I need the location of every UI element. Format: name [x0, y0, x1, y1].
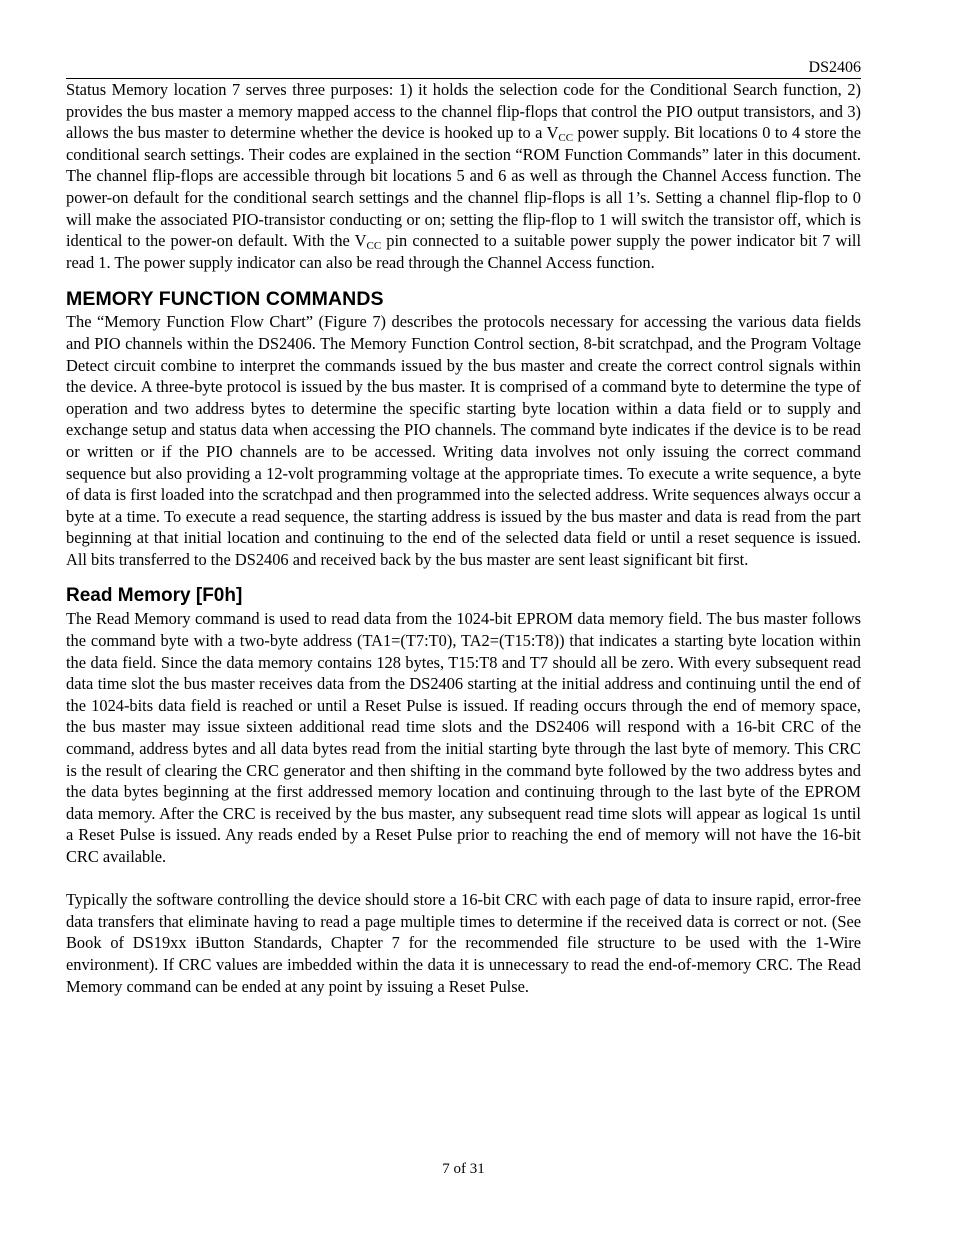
memory-function-commands-paragraph: The “Memory Function Flow Chart” (Figure 7) describes the protocols necessary for accessing the various data fields and PIO channels within the DS2406. The Memory Function Control section, 8-bit scratchpad, and the Program Voltage Detect circuit combine to interpret the commands issued by the bus master and create the correct control signals within the device. A three-byte protocol is issued by the bus master. It is comprised of a command byte to determine the type of operation and two address bytes to determine the specific starting byte location within a data field or to supply and exchange setup and status data when accessing the PIO channels. The command byte indicates if the device is to be read or written or if the PIO channels are to be accessed. Writing data involves not only issuing the correct command sequence but also providing a 12-volt programming voltage at the appropriate times. To execute a write sequence, a byte of data is first loaded into the scratchpad and then programmed into the selected address. Write sequences always occur a byte at a time. To execute a read sequence, the starting address is issued by the bus master and data is read from the part beginning at that initial location and continuing to the end of the selected data field or until a reset sequence is issued. All bits transferred to the DS2406 and received back by the bus master are sent least significant bit first. — [66, 312, 861, 569]
vcc-subscript-2: CC — [366, 240, 382, 253]
intro-text-part2: power supply. Bit locations 0 to 4 store the conditional search settings. Their codes are explained in the section “ROM Function Commands” later in this document. The channel flip-flops are accessible through bit locations 5 and 6 as well as through the Channel Access function. The power-on default for the conditional search settings and the channel flip-flops is all 1’s. Setting a channel flip-flop to 0 will make the associated PIO-transistor conducting or on; setting the flip-flop to 1 will switch the transistor off, which is identical to the power-on default. With the V — [66, 123, 861, 251]
read-memory-paragraph-1: The Read Memory command is used to read data from the 1024-bit EPROM data memory field. The bus master follows the command byte with a two-byte address (TA1=(T7:T0), TA2=(T15:T8)) that indicates a starting byte location within the data field. Since the data memory contains 128 bytes, T15:T8 and T7 should all be zero. With every subsequent read data time slot the bus master receives data from the DS2406 starting at the initial address and continuing until the end of the 1024-bits data field is reached or until a Reset Pulse is issued. If reading occurs through the end of memory space, the bus master may issue sixteen additional read time slots and the DS2406 will respond with a 16-bit CRC of the command, address bytes and all data bytes read from the initial starting byte through the last byte of memory. This CRC is the result of clearing the CRC generator and then shifting in the command byte followed by the two address bytes and the data bytes beginning at the first addressed memory location and continuing through to the last byte of the EPROM data memory. After the CRC is received by the bus master, any subsequent read time slots will appear as logical 1s until a Reset Pulse is issued. Any reads ended by a Reset Pulse prior to reaching the end of memory will not have the 16-bit CRC available. — [66, 609, 861, 866]
status-memory-paragraph — [66, 79, 861, 273]
page-number: 7 of 31 — [442, 1161, 485, 1177]
document-page — [66, 0, 861, 1235]
memory-function-commands-heading: MEMORY FUNCTION COMMANDS — [66, 288, 384, 311]
read-memory-paragraph-2: Typically the software controlling the device should store a 16-bit CRC with each page of data to insure rapid, error-free data transfers that eliminate having to read a page multiple times to determine if the received data is correct or not. (See Book of DS19xx iButton Standards, Chapter 7 for the recommended file structure to be used with the 1-Wire environment). If CRC values are imbedded within the data it is unnecessary to read the end-of-memory CRC. The Read Memory command can be ended at any point by issuing a Reset Pulse. — [66, 890, 861, 996]
page-content — [66, 79, 861, 997]
read-memory-heading: Read Memory [F0h] — [66, 585, 243, 607]
vcc-subscript-1: CC — [558, 132, 574, 145]
intro-text-part3: pin connected to a suitable power supply the power indicator bit 7 will read 1. The power supply indicator can also be read through the Channel Access function. — [66, 231, 861, 272]
intro-text-part1: Status Memory location 7 serves three purposes: 1) it holds the selection code for the Conditional Search function, 2) provides the bus master a memory mapped access to the channel flip-flops that control the PIO output transistors, and 3) allows the bus master to determine whether the device is hooked up to a V — [66, 80, 861, 143]
header-document-id: DS2406 — [808, 59, 861, 76]
